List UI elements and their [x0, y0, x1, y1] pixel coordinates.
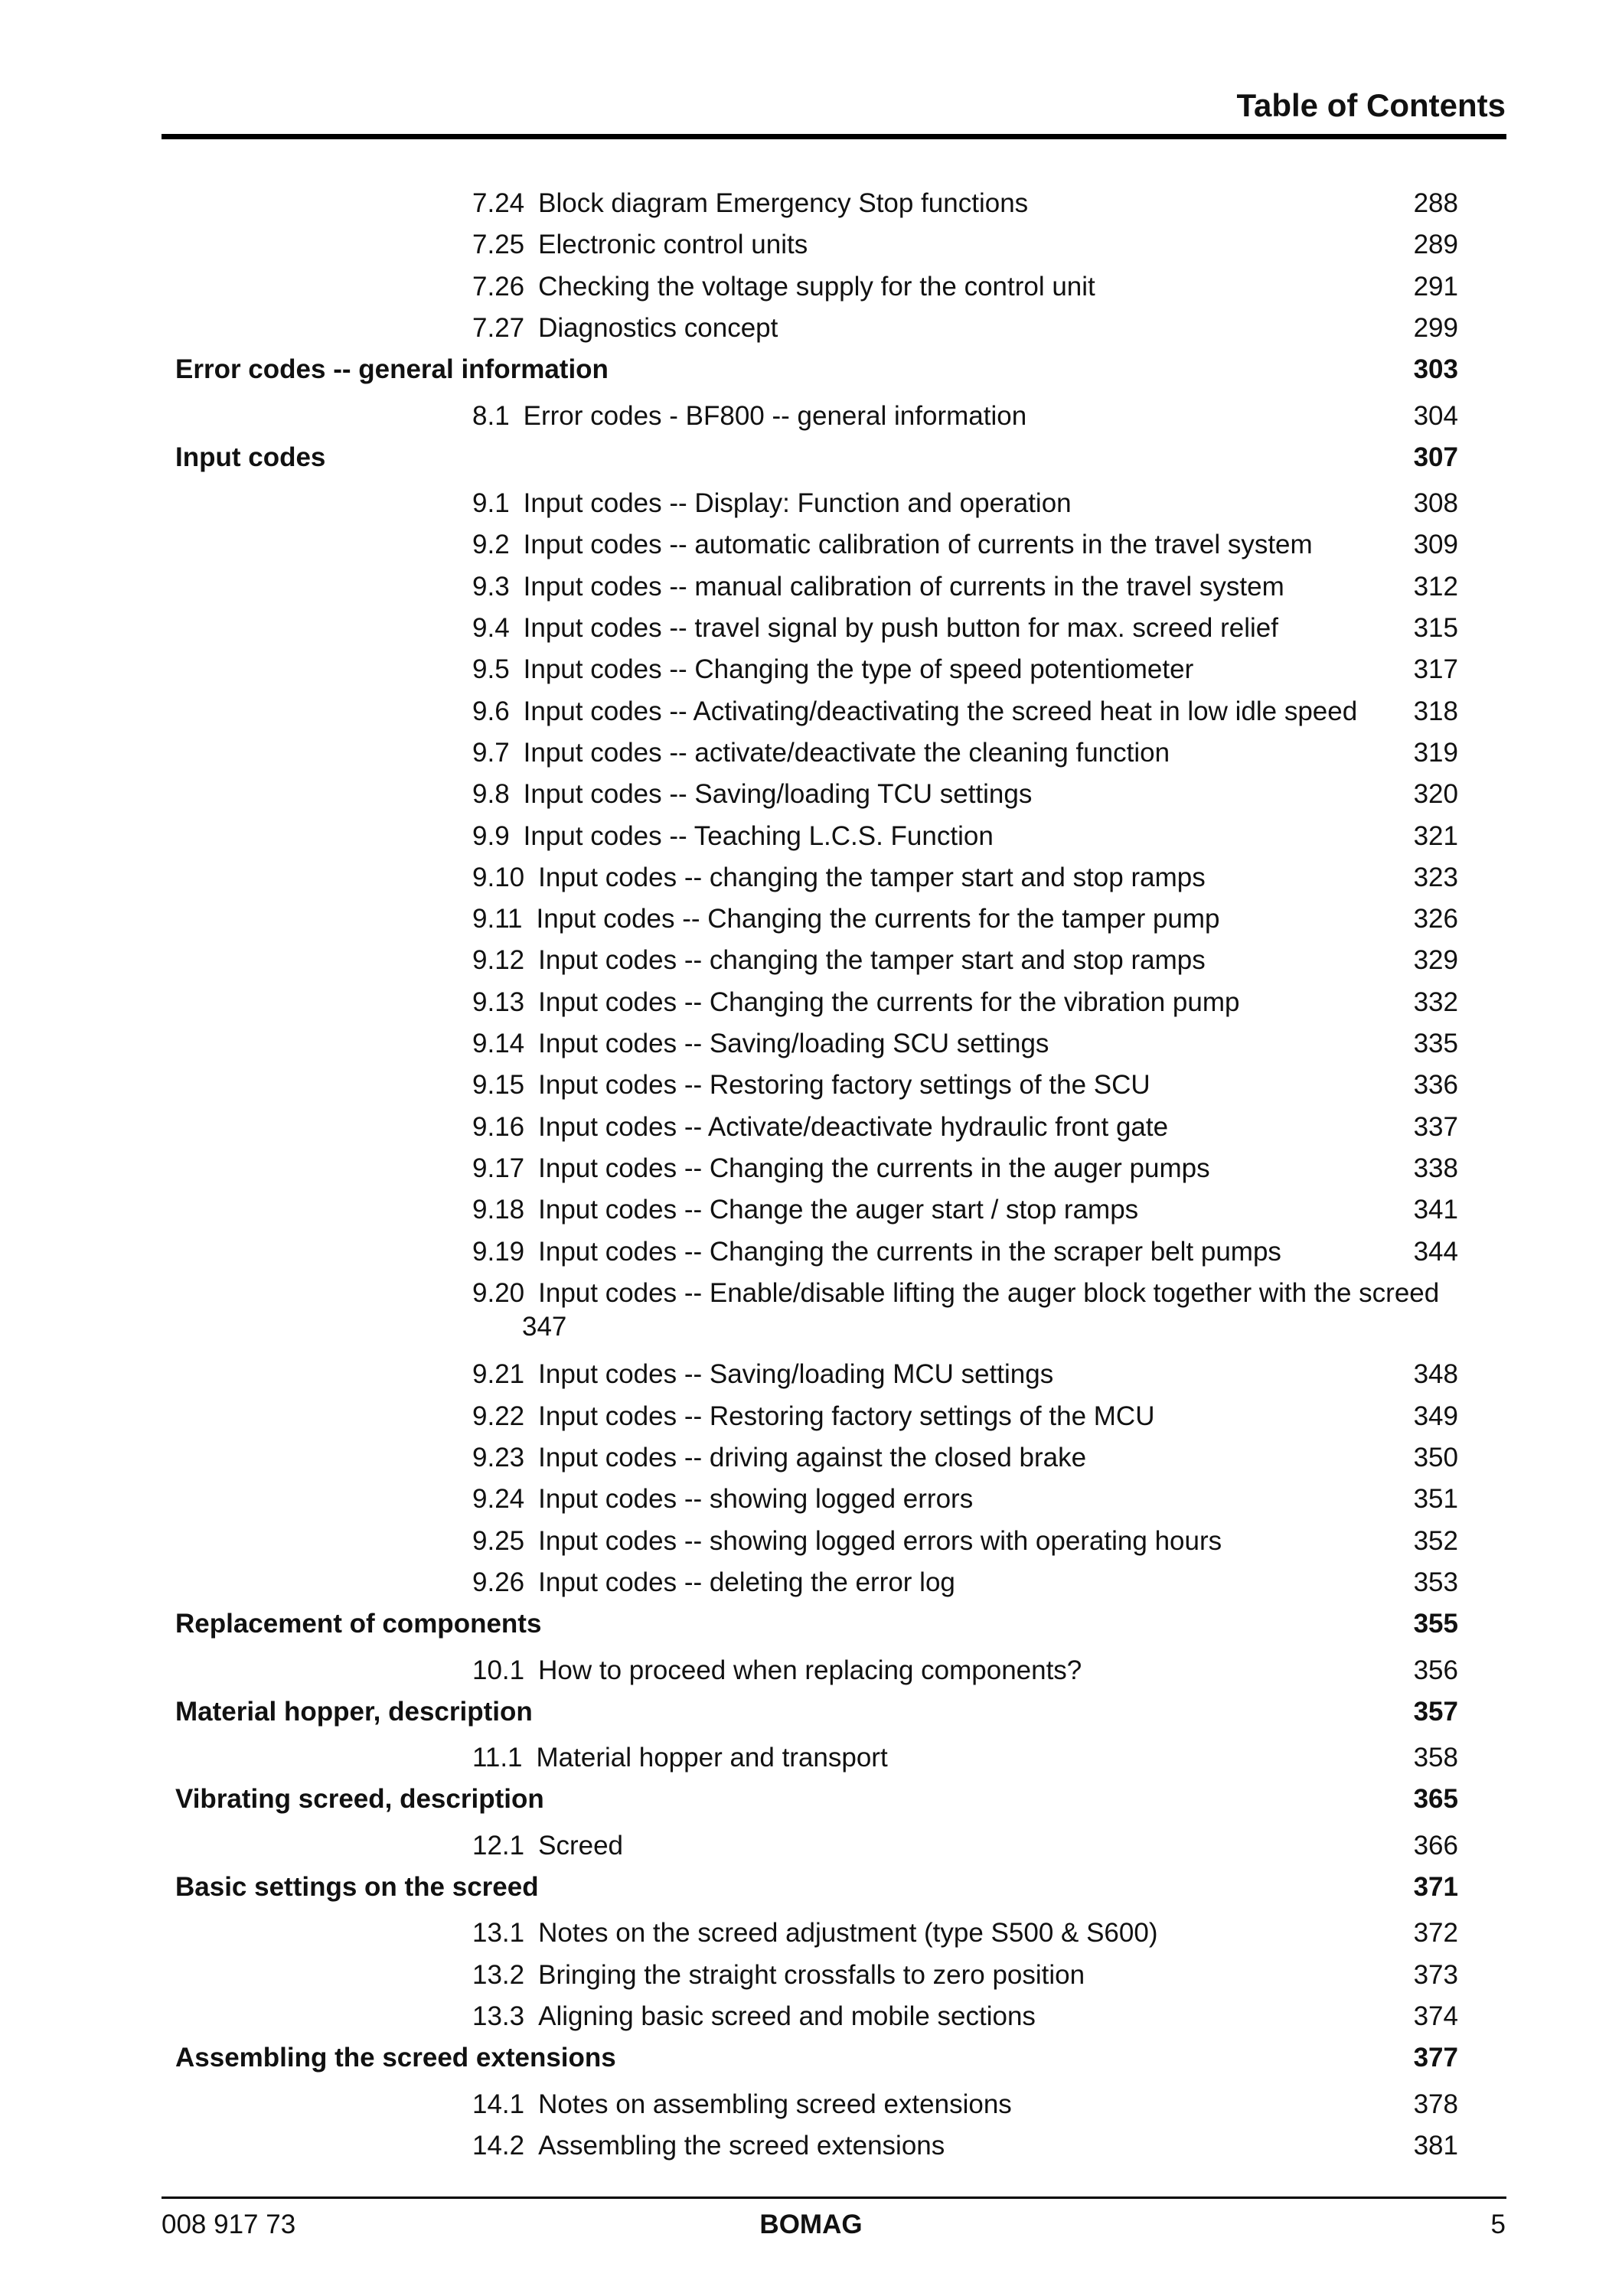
toc-entry-title: Notes on assembling screed extensions: [538, 2089, 1012, 2119]
toc-entry-page: 308: [1413, 488, 1458, 519]
toc-entry[interactable]: [472, 1741, 1458, 1775]
toc-entry[interactable]: [472, 1400, 1458, 1433]
toc-entry-page: 381: [1413, 2130, 1458, 2161]
toc-entry-number: 9.19: [472, 1236, 525, 1267]
toc-entry-title: Input codes -- Changing the currents in the auger pumps: [538, 1153, 1210, 1183]
toc-entry-page: 349: [1413, 1401, 1458, 1431]
toc-chapter[interactable]: [175, 441, 1458, 475]
document-number: 008 917 73: [162, 2210, 296, 2239]
toc-entry-number: 9.3: [472, 571, 510, 602]
toc-entry-number: 13.2: [472, 1959, 525, 1990]
toc-entry-page: 352: [1413, 1525, 1458, 1556]
toc-entry-number: 13.3: [472, 2001, 525, 2031]
toc-entry-number: 9.12: [472, 945, 525, 976]
toc-entry-title: Input codes -- Display: Function and operation: [523, 488, 1072, 519]
toc-entry-page: 312: [1413, 571, 1458, 602]
page-number: 5: [1490, 2210, 1506, 2239]
toc-entry-page: 344: [1413, 1236, 1458, 1267]
toc-entry-page: 366: [1413, 1830, 1458, 1861]
toc-entry-title: Input codes -- Changing the currents in the scraper belt pumps: [538, 1236, 1281, 1267]
toc-entry-page: 337: [1413, 1111, 1458, 1142]
toc-entry-number: 7.25: [472, 230, 525, 260]
toc-entry-title: Input codes -- showing logged errors with operating hours: [538, 1525, 1222, 1556]
toc-entry-page: 329: [1413, 945, 1458, 976]
toc-entry-page: 335: [1413, 1029, 1458, 1058]
toc-chapter[interactable]: [175, 1607, 1458, 1641]
toc-entry-number: 11.1: [472, 1743, 523, 1773]
toc-entry[interactable]: [472, 1916, 1458, 1950]
toc-entry-page: 347: [522, 1311, 567, 1342]
toc-entry-number: 10.1: [472, 1655, 525, 1685]
toc-entry-title: Material hopper and transport: [536, 1743, 888, 1773]
toc-entry-number: 9.22: [472, 1401, 525, 1431]
toc-entry[interactable]: [472, 861, 1458, 895]
toc-entry[interactable]: [472, 1110, 1458, 1144]
toc-chapter-page: 355: [1413, 1609, 1458, 1639]
toc-entry[interactable]: [472, 778, 1458, 811]
toc-entry-title: Input codes -- automatic calibration of currents in the travel system: [523, 530, 1313, 560]
toc-entry-number: 8.1: [472, 400, 510, 431]
toc-entry-number: 9.26: [472, 1567, 525, 1597]
toc-chapter[interactable]: [175, 353, 1458, 386]
toc-entry[interactable]: [472, 1654, 1458, 1688]
toc-chapter[interactable]: [175, 1695, 1458, 1729]
toc-entry[interactable]: [472, 820, 1458, 853]
toc-entry-number: 9.9: [472, 820, 510, 851]
toc-entry[interactable]: [472, 736, 1458, 770]
toc-entry-title: Input codes -- deleting the error log: [538, 1567, 955, 1597]
toc-entry-page: 353: [1413, 1567, 1458, 1597]
toc-entry-page: 318: [1413, 696, 1458, 726]
toc-entry-page: 299: [1413, 312, 1458, 343]
toc-chapter-page: 303: [1413, 354, 1458, 385]
toc-entry-page: 350: [1413, 1443, 1458, 1473]
toc-entry-number: 7.26: [472, 271, 525, 302]
toc-entry-page: 315: [1413, 613, 1458, 643]
toc-entry-title: Input codes -- showing logged errors: [538, 1484, 974, 1515]
toc-entry-page: 288: [1413, 188, 1458, 218]
toc-entry[interactable]: [472, 2129, 1458, 2163]
toc-entry[interactable]: [472, 1027, 1458, 1061]
toc-entry[interactable]: [472, 570, 1458, 604]
toc-entry-page: 336: [1413, 1070, 1458, 1101]
toc-entry-number: 14.1: [472, 2089, 525, 2119]
toc-entry-number: 9.2: [472, 530, 510, 560]
toc-entry[interactable]: [472, 1525, 1458, 1558]
toc-entry-title: Assembling the screed extensions: [538, 2130, 945, 2161]
toc-entry-number: 9.4: [472, 613, 510, 643]
toc-entry-title: Input codes -- Restoring factory settings of the MCU: [538, 1401, 1155, 1431]
toc-entry[interactable]: [472, 612, 1458, 645]
toc-entry-number: 14.2: [472, 2130, 525, 2161]
toc-entry-title: Aligning basic screed and mobile sections: [538, 2001, 1036, 2031]
toc-entry-title: Input codes -- Changing the currents for the tamper pump: [536, 904, 1220, 934]
toc-chapter-title: Error codes -- general information: [175, 354, 609, 385]
toc-entry-number: 9.14: [472, 1029, 525, 1058]
toc-entry-number: 9.20: [472, 1277, 525, 1308]
toc-entry-number: 9.21: [472, 1359, 525, 1390]
toc-entry-page: 351: [1413, 1484, 1458, 1515]
toc-entry-title: Input codes -- activate/deactivate the cleaning function: [523, 737, 1170, 768]
toc-entry-page: 332: [1413, 987, 1458, 1017]
toc-entry-number: 9.10: [472, 862, 525, 892]
toc-entry[interactable]: [472, 1441, 1458, 1475]
toc-entry-number: 9.18: [472, 1195, 525, 1225]
toc-entry-number: 9.6: [472, 696, 510, 726]
toc-entry[interactable]: [472, 487, 1458, 520]
toc-entry[interactable]: [472, 1358, 1458, 1391]
toc-entry[interactable]: [472, 187, 1458, 220]
toc-entry-title: Input codes -- manual calibration of currents in the travel system: [523, 571, 1284, 602]
toc-entry-number: 9.8: [472, 779, 510, 810]
toc-entry[interactable]: [472, 528, 1458, 562]
toc-entry-title: How to proceed when replacing components?: [538, 1655, 1082, 1685]
toc-entry-page: 338: [1413, 1153, 1458, 1183]
toc-entry-title: Input codes -- Enable/disable lifting the auger block together with the screed: [538, 1277, 1440, 1308]
toc-chapter-page: 371: [1413, 1872, 1458, 1902]
toc-entry[interactable]: [472, 2088, 1458, 2122]
toc-entry-title: Input codes -- Teaching L.C.S. Function: [523, 820, 994, 851]
toc-chapter[interactable]: [175, 1870, 1458, 1904]
toc-chapter-title: Basic settings on the screed: [175, 1872, 539, 1902]
toc-chapter-page: 365: [1413, 1784, 1458, 1815]
toc-entry-number: 9.15: [472, 1070, 525, 1101]
toc-entry-page: 374: [1413, 2001, 1458, 2031]
toc-entry-title: Input codes -- Changing the currents for the vibration pump: [538, 987, 1240, 1017]
toc-entry[interactable]: [472, 1068, 1458, 1102]
toc-entry-number: 9.11: [472, 904, 523, 934]
toc-entry[interactable]: [472, 944, 1458, 977]
toc-entry[interactable]: [472, 1277, 1458, 1344]
toc-entry[interactable]: [472, 902, 1458, 936]
toc-entry-title: Input codes -- driving against the closed brake: [538, 1443, 1087, 1473]
toc-entry-title: Block diagram Emergency Stop functions: [538, 188, 1029, 218]
toc-entry-title: Input codes -- Change the auger start / stop ramps: [538, 1195, 1139, 1225]
toc-entry-page: 341: [1413, 1195, 1458, 1225]
toc-entry-number: 9.16: [472, 1111, 525, 1142]
toc-entry-title: Input codes -- travel signal by push button for max. screed relief: [523, 613, 1278, 643]
toc-entry-title: Input codes -- Changing the type of speed potentiometer: [523, 654, 1194, 685]
brand-name: BOMAG: [759, 2210, 863, 2239]
toc-chapter-page: 357: [1413, 1696, 1458, 1727]
toc-entry-title: Input codes -- Activate/deactivate hydraulic front gate: [538, 1111, 1169, 1142]
toc-entry-page: 309: [1413, 530, 1458, 560]
toc-entry-page: 356: [1413, 1655, 1458, 1685]
toc-entry[interactable]: [472, 311, 1458, 345]
toc-entry[interactable]: [472, 1829, 1458, 1863]
toc-chapter-title: Vibrating screed, description: [175, 1784, 544, 1815]
toc-entry-number: 9.23: [472, 1443, 525, 1473]
toc-entry-page: 358: [1413, 1743, 1458, 1773]
toc-entry-title: Input codes -- Activating/deactivating the screed heat in low idle speed: [523, 696, 1358, 726]
toc-entry-page: 373: [1413, 1959, 1458, 1990]
toc-entry-page: 304: [1413, 400, 1458, 431]
footer-rule: [162, 2197, 1506, 2199]
toc-entry[interactable]: [472, 1482, 1458, 1516]
page-title: Table of Contents: [1236, 87, 1506, 123]
toc-entry[interactable]: [472, 1566, 1458, 1600]
toc-entry-page: 319: [1413, 737, 1458, 768]
toc-chapter[interactable]: [175, 2041, 1458, 2075]
toc-entry-page: 378: [1413, 2089, 1458, 2119]
toc-chapter-page: 377: [1413, 2043, 1458, 2073]
toc-entry[interactable]: [472, 986, 1458, 1019]
toc-entry-number: 7.24: [472, 188, 525, 218]
toc-chapter-title: Replacement of components: [175, 1609, 542, 1639]
toc-entry-number: 12.1: [472, 1830, 525, 1861]
toc-entry-page: 291: [1413, 271, 1458, 302]
toc-entry-title: Error codes - BF800 -- general information: [523, 400, 1027, 431]
toc-entry-title: Input codes -- changing the tamper start and stop ramps: [538, 945, 1206, 976]
toc-entry-title: Input codes -- Saving/loading TCU settings: [523, 779, 1033, 810]
toc-entry-title: Diagnostics concept: [538, 312, 778, 343]
toc-entry-number: 9.1: [472, 488, 510, 519]
toc-entry-title: Input codes -- Restoring factory settings of the SCU: [538, 1070, 1150, 1101]
toc-chapter-title: Input codes: [175, 442, 326, 472]
toc-entry[interactable]: [472, 228, 1458, 262]
toc-entry-page: 289: [1413, 230, 1458, 260]
toc-entry-number: 9.17: [472, 1153, 525, 1183]
toc-entry[interactable]: [472, 1235, 1458, 1269]
toc-chapter[interactable]: [175, 1782, 1458, 1816]
toc-entry-page: 320: [1413, 779, 1458, 810]
toc-entry-number: 9.24: [472, 1484, 525, 1515]
toc-chapter-title: Assembling the screed extensions: [175, 2043, 616, 2073]
toc-entry-number: 9.7: [472, 737, 510, 768]
toc-entry-title: Screed: [538, 1830, 624, 1861]
toc-entry-page: 372: [1413, 1918, 1458, 1949]
toc-entry[interactable]: [472, 1958, 1458, 1992]
toc-entry[interactable]: [472, 270, 1458, 304]
toc-entry[interactable]: [472, 400, 1458, 433]
toc-entry[interactable]: [472, 1152, 1458, 1186]
toc-chapter-title: Material hopper, description: [175, 1696, 533, 1727]
toc-entry-page: 348: [1413, 1359, 1458, 1390]
toc-entry[interactable]: [472, 653, 1458, 687]
toc-entry-title: Checking the voltage supply for the control unit: [538, 271, 1095, 302]
toc-entry-title: Electronic control units: [538, 230, 808, 260]
toc-entry-title: Input codes -- Saving/loading MCU settings: [538, 1359, 1054, 1390]
toc-entry-number: 9.5: [472, 654, 510, 685]
toc-entry-page: 326: [1413, 904, 1458, 934]
toc-entry-number: 13.1: [472, 1918, 525, 1949]
header-rule: [162, 134, 1506, 139]
toc-entry-title: Input codes -- Saving/loading SCU settings: [538, 1029, 1049, 1058]
toc-entry-number: 9.13: [472, 987, 525, 1017]
toc-entry-page: 321: [1413, 820, 1458, 851]
toc-entry-title: Input codes -- changing the tamper start and stop ramps: [538, 862, 1206, 892]
toc-entry[interactable]: [472, 695, 1458, 729]
toc-entry-title: Notes on the screed adjustment (type S500 & S600): [538, 1918, 1158, 1949]
toc-entry-title: Bringing the straight crossfalls to zero position: [538, 1959, 1085, 1990]
toc-entry-number: 9.25: [472, 1525, 525, 1556]
toc-entry-page: 323: [1413, 862, 1458, 892]
toc-entry[interactable]: [472, 1193, 1458, 1227]
toc-entry-page: 317: [1413, 654, 1458, 685]
toc-entry[interactable]: [472, 2000, 1458, 2033]
toc-chapter-page: 307: [1413, 442, 1458, 472]
toc-entry-number: 7.27: [472, 312, 525, 343]
